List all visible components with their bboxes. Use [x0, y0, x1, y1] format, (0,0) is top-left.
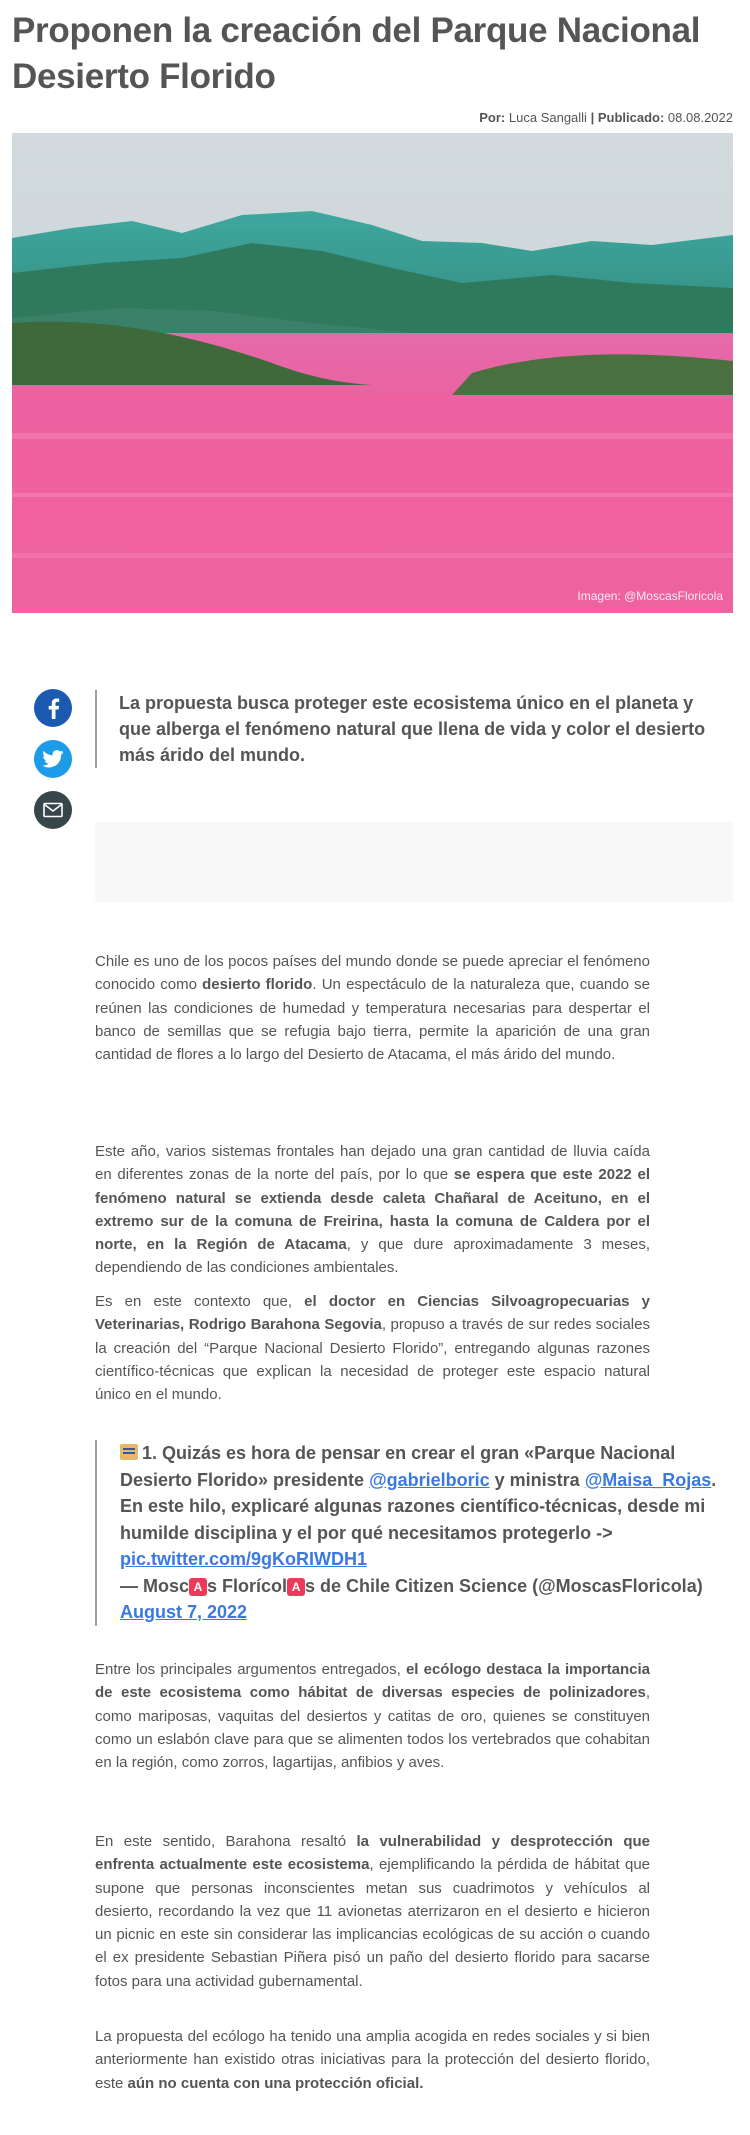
tweet-date-link[interactable]: August 7, 2022: [120, 1602, 248, 1622]
share-facebook-button[interactable]: [34, 689, 72, 727]
ad-placeholder: [95, 822, 733, 902]
mention-gabrielboric-link[interactable]: @gabrielboric: [369, 1469, 490, 1490]
byline: [479, 110, 733, 125]
image-credit: Imagen: @MoscasFloricola: [577, 589, 723, 603]
tweet-author: — Mosc A s Florícol A s de Chile Citizen Science (@MoscasFloricola): [120, 1575, 703, 1596]
article-title: Proponen la creación del Parque Nacional Desierto Florido: [12, 11, 701, 96]
paragraph-3: Es en este contexto que, el doctor en Ciencias Silvoagropecuarias y Veterinarias, Rodrigo Barahona Segovia, propuso a través de sur redes sociales la creación del “Parque Nacional Desierto Florido”, entregando algunas razones científico-técnicas que explican la necesidad de proteger este espacio natural único en el mundo.: [95, 1293, 651, 1404]
share-twitter-button[interactable]: [34, 740, 72, 778]
mention-maisa-rojas-link[interactable]: @Maisa_Rojas: [584, 1469, 712, 1490]
published-date: 08.08.2022: [667, 110, 733, 125]
scroll-emoji-icon: [120, 1444, 138, 1460]
twitter-icon: [42, 750, 64, 768]
paragraph-4: Entre los principales argumentos entregados, el ecólogo destaca la importancia de este ecosistema como hábitat de diversas especies de polinizadores, como mariposas, vaquitas del desiertos y catitas de oro, quienes se constituyen como un eslabón clave para que se alimenten todos los vertebrados que cohabitan en la región, como zorros, lagartijas, anfibios y aves.: [95, 1661, 650, 1772]
hero-image: [12, 133, 733, 613]
byline-separator: |: [590, 110, 595, 125]
mail-icon: [43, 802, 63, 818]
article-lead: La propuesta busca proteger este ecosistema único en el planeta y que alberga el fenómeno natural que llena de vida y color el desierto más árido del mundo.: [95, 690, 730, 768]
share-email-button[interactable]: [34, 791, 72, 829]
author-label: Por:: [479, 110, 506, 125]
paragraph-1: Chile es uno de los pocos países del mundo donde se puede apreciar el fenómeno conocido como desierto florido. Un espectáculo de la naturaleza que, cuando se reúnen las condiciones de humedad y temperatura necesarias para despertar el banco de semillas que se refugia bajo tierra, permite la aparición de una gran cantidad de flores a lo largo del Desierto de Atacama, el más árido del mundo.: [95, 953, 650, 1064]
paragraph-5: En este sentido, Barahona resaltó la vulnerabilidad y desprotección que enfrenta actualmente este ecosistema, ejemplificando la pérdida de hábitat que supone que personas inconscientes metan sus cuadrimotos y vehículos al desierto, recordando la vez que 11 avionetas aterrizaron en el desierto e hicieron un picnic en este sin considerar las implicancias ecológicas de su acción o cuando el ex presidente Sebastian Piñera pisó un paño del desierto florido para sacarse fotos para una actividad gubernamental.: [95, 1833, 651, 1990]
paragraph-2: Este año, varios sistemas frontales han dejado una gran cantidad de lluvia caída en diferentes zonas de la norte del país, por lo que se espera que este 2022 el fenómeno natural se extienda desde caleta Chañaral de Aceituno, en el extremo sur de la comuna de Freirina, hasta la comuna de Caldera por el norte, en la Región de Atacama, y que dure aproximadamente 3 meses, dependiendo de las condiciones ambientales.: [95, 1143, 650, 1277]
tweet-text: 1. Quizás es hora de pensar en crear el gran «Parque Nacional Desierto Florido» presidente: [120, 1443, 676, 1490]
tweet-pic-link[interactable]: pic.twitter.com/9gKoRIWDH1: [120, 1549, 368, 1569]
embedded-tweet: 1. Quizás es hora de pensar en crear el gran «Parque Nacional Desierto Florido» presidente @gabrielboric y ministra @Maisa_Rojas. En este hilo, explicaré algunas razones científico-técnicas, desde mi humilde disciplina y el por qué necesitamos protegerlo -> pic.twitter.com/9gKoRIWDH1 — Mosc A s Florícol A s de Chile Citizen Science (@MoscasFloricola) August 7, 2022: [95, 1440, 735, 1626]
desert-bloom-photo: [12, 133, 733, 613]
published-label: Publicado:: [597, 110, 665, 125]
paragraph-6: La propuesta del ecólogo ha tenido una amplia acogida en redes sociales y si bien anteriormente han existido otras iniciativas para la protección del desierto florido, este aún no cuenta con una protección oficial.: [95, 2028, 650, 2092]
facebook-icon: [45, 697, 61, 719]
a-button-emoji-icon: A: [189, 1578, 207, 1596]
a-button-emoji-icon: A: [287, 1578, 305, 1596]
author-name[interactable]: Luca Sangalli: [508, 110, 587, 125]
